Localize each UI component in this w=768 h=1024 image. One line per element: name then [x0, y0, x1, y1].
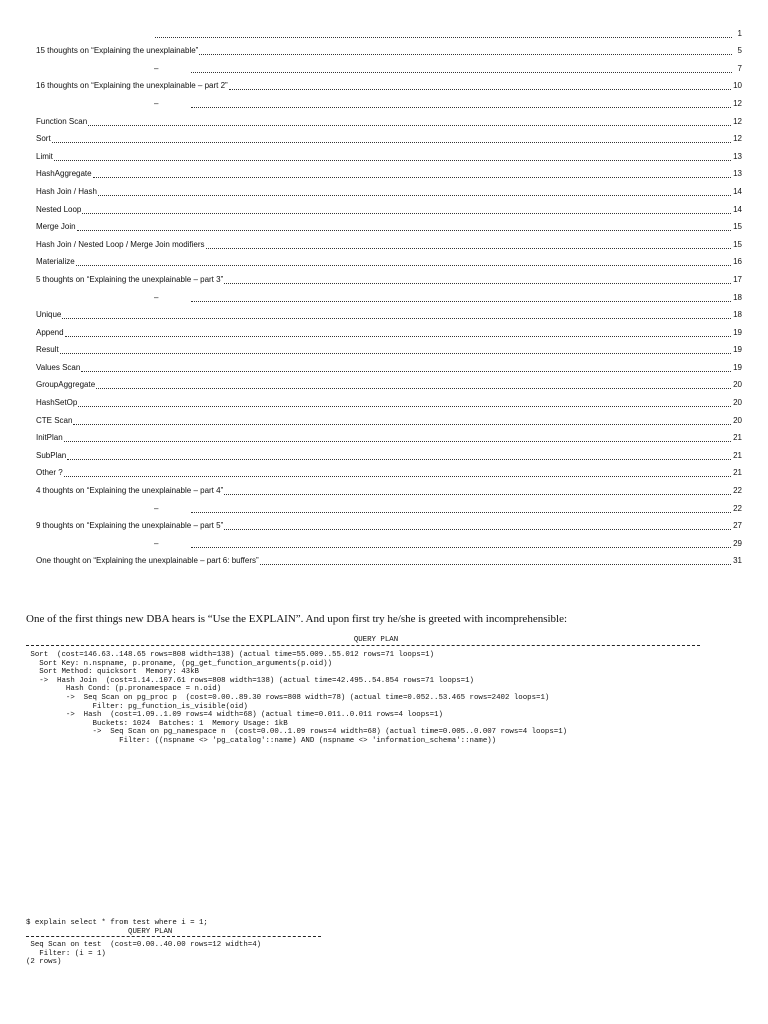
toc-page-number: 22: [733, 503, 742, 513]
toc-entry-label: SubPlan: [36, 450, 67, 460]
toc-entry[interactable]: [36, 390, 742, 408]
toc-page-number: 1: [737, 28, 742, 38]
toc-entry[interactable]: [36, 461, 742, 479]
toc-page-number: 22: [733, 486, 742, 496]
toc-leader-dots: [155, 37, 732, 38]
toc-page-number: 13: [733, 169, 742, 179]
toc-entry-label: Merge Join: [36, 222, 76, 232]
toc-entry[interactable]: [36, 320, 742, 338]
toc-leader-dots: [65, 336, 732, 337]
toc-leader-dots: [224, 494, 731, 495]
toc-page-number: 5: [737, 46, 742, 56]
toc-entry[interactable]: [36, 56, 742, 74]
toc-entry[interactable]: [36, 443, 742, 461]
toc-entry-label: Materialize: [36, 257, 75, 267]
toc-entry[interactable]: [36, 250, 742, 268]
toc-page-number: 19: [733, 327, 742, 337]
toc-leader-dots: [52, 142, 731, 143]
toc-entry[interactable]: [36, 549, 742, 567]
toc-entry[interactable]: [36, 496, 742, 514]
toc-entry-label: 15 thoughts on “Explaining the unexplainable”: [36, 46, 199, 56]
toc-page-number: 21: [733, 433, 742, 443]
toc-entry[interactable]: [36, 531, 742, 549]
toc-page-number: 14: [733, 186, 742, 196]
toc-entry[interactable]: [36, 74, 742, 92]
toc-entry-label: Values Scan: [36, 362, 81, 372]
toc-entry-label: HashAggregate: [36, 169, 92, 179]
toc-entry[interactable]: [36, 109, 742, 127]
toc-leader-dots: [93, 177, 732, 178]
toc-leader-dots: [60, 353, 731, 354]
query-plan-output: Seq Scan on test (cost=0.00..40.00 rows=12 width=4) Filter: (i = 1) (2 rows): [26, 941, 262, 967]
toc-entry-label: CTE Scan: [36, 415, 73, 425]
toc-page-number: 27: [733, 521, 742, 531]
toc-entry[interactable]: [36, 478, 742, 496]
toc-entry[interactable]: [36, 144, 742, 162]
toc-entry[interactable]: [36, 215, 742, 233]
toc-page-number: 19: [733, 362, 742, 372]
toc-entry[interactable]: [36, 408, 742, 426]
query-plan-separator: [26, 936, 321, 940]
toc-entry-dash: –: [154, 538, 159, 548]
toc-page-number: 31: [733, 556, 742, 566]
toc-page-number: 15: [733, 222, 742, 232]
toc-page-number: 14: [733, 204, 742, 214]
table-of-contents: [36, 21, 742, 566]
toc-entry[interactable]: [36, 426, 742, 444]
toc-entry[interactable]: [36, 338, 742, 356]
toc-page-number: 18: [733, 292, 742, 302]
toc-entry-label: 4 thoughts on “Explaining the unexplainable – part 4”: [36, 486, 224, 496]
toc-entry-label: Limit: [36, 151, 53, 161]
toc-leader-dots: [191, 72, 732, 73]
toc-leader-dots: [82, 213, 731, 214]
query-plan-header: QUERY PLAN: [353, 636, 399, 644]
toc-entry-label: One thought on “Explaining the unexplainable – part 6: buffers”: [36, 556, 259, 566]
toc-leader-dots: [77, 230, 732, 231]
toc-leader-dots: [64, 476, 731, 477]
toc-page-number: 18: [733, 310, 742, 320]
toc-leader-dots: [54, 160, 731, 161]
toc-entry[interactable]: [36, 267, 742, 285]
toc-entry[interactable]: [36, 179, 742, 197]
toc-leader-dots: [191, 107, 731, 108]
toc-entry-label: 9 thoughts on “Explaining the unexplainable – part 5”: [36, 521, 224, 531]
query-plan-output: Sort (cost=146.63..148.65 rows=808 width=138) (actual time=55.009..55.012 rows=71 loops=1) Sort Key: n.nspname, p.proname, (pg_get_function_arguments(p.oid)) Sort Method: quicksort Memory: 43kB -> Hash Join (cost=1.14..107.61 rows=808 width=138) (actual time=42.495..54.854 rows=71 loops=1) Hash Cond: (p.pronamespace = n.oid) -> Seq Scan on pg_proc p (cost=0.00..89.30 rows=808 width=78) (actual time=0.052..53.465 rows=2402 loops=1) Filter: pg_function_is_visible(oid) -> Hash (cost=1.09..1.09 rows=4 width=68) (actual time=0.011..0.011 rows=4 loops=1) Buckets: 1024 Batches: 1 Memory Usage: 1kB -> Seq Scan on pg_namespace n (cost=0.00..1.09 rows=4 width=68) (actual time=0.005..0.007 rows=4 loops=1) Filter: ((nspname <> 'pg_catalog'::name) AND (nspname <> 'information_schema'::name)): [30, 651, 568, 745]
toc-leader-dots: [62, 318, 731, 319]
toc-entry-label: Hash Join / Nested Loop / Merge Join modifiers: [36, 239, 205, 249]
explain-command: $ explain select * from test where i = 1;: [26, 919, 208, 927]
toc-entry[interactable]: [36, 127, 742, 145]
toc-entry-label: Other ?: [36, 468, 63, 478]
toc-leader-dots: [224, 283, 731, 284]
toc-entry-label: HashSetOp: [36, 398, 78, 408]
toc-entry-label: GroupAggregate: [36, 380, 96, 390]
toc-page-number: 12: [733, 98, 742, 108]
toc-leader-dots: [224, 529, 731, 530]
toc-entry[interactable]: [36, 162, 742, 180]
toc-entry[interactable]: [36, 21, 742, 39]
toc-page-number: 20: [733, 398, 742, 408]
toc-entry[interactable]: [36, 373, 742, 391]
toc-leader-dots: [88, 125, 731, 126]
toc-page-number: 16: [733, 257, 742, 267]
toc-entry[interactable]: [36, 303, 742, 321]
toc-entry[interactable]: [36, 39, 742, 57]
toc-entry-label: 5 thoughts on “Explaining the unexplainable – part 3”: [36, 274, 224, 284]
toc-page-number: 19: [733, 345, 742, 355]
toc-leader-dots: [199, 54, 732, 55]
toc-entry-label: Sort: [36, 134, 51, 144]
toc-leader-dots: [73, 424, 731, 425]
toc-entry[interactable]: [36, 285, 742, 303]
toc-entry[interactable]: [36, 197, 742, 215]
toc-page-number: 7: [737, 63, 742, 73]
toc-entry-label: Function Scan: [36, 116, 88, 126]
toc-entry[interactable]: [36, 91, 742, 109]
toc-entry[interactable]: [36, 232, 742, 250]
toc-page-number: 15: [733, 239, 742, 249]
toc-leader-dots: [229, 89, 731, 90]
query-plan-example-2: [26, 919, 321, 967]
toc-leader-dots: [64, 441, 731, 442]
toc-leader-dots: [96, 388, 731, 389]
toc-entry-label: 16 thoughts on “Explaining the unexplainable – part 2”: [36, 81, 228, 91]
toc-leader-dots: [67, 459, 731, 460]
toc-entry[interactable]: [36, 514, 742, 532]
toc-leader-dots: [81, 371, 731, 372]
toc-entry-label: InitPlan: [36, 433, 63, 443]
toc-entry-dash: –: [154, 292, 159, 302]
query-plan-separator: [26, 645, 700, 650]
toc-leader-dots: [260, 564, 731, 565]
toc-entry[interactable]: [36, 355, 742, 373]
toc-entry-label: Unique: [36, 310, 62, 320]
query-plan-header: QUERY PLAN: [26, 927, 173, 936]
toc-entry-dash: –: [154, 503, 159, 513]
toc-entry-dash: –: [154, 98, 159, 108]
toc-page-number: 20: [733, 415, 742, 425]
toc-leader-dots: [76, 265, 731, 266]
toc-page-number: 10: [733, 81, 742, 91]
toc-page-number: 21: [733, 468, 742, 478]
toc-leader-dots: [78, 406, 731, 407]
toc-entry-label: Nested Loop: [36, 204, 82, 214]
toc-leader-dots: [191, 547, 731, 548]
toc-entry-label: Append: [36, 327, 64, 337]
toc-leader-dots: [206, 248, 732, 249]
toc-entry-dash: –: [154, 63, 159, 73]
toc-page-number: 13: [733, 151, 742, 161]
toc-leader-dots: [98, 195, 731, 196]
toc-entry-label: Hash Join / Hash: [36, 186, 97, 196]
toc-page-number: 17: [733, 274, 742, 284]
toc-page-number: 21: [733, 450, 742, 460]
toc-page-number: 12: [733, 134, 742, 144]
toc-page-number: 20: [733, 380, 742, 390]
toc-leader-dots: [191, 512, 731, 513]
toc-page-number: 29: [733, 538, 742, 548]
toc-leader-dots: [191, 301, 731, 302]
intro-paragraph: One of the first things new DBA hears is “Use the EXPLAIN”. And upon first try he/she is greeted with incomprehensible:: [26, 613, 568, 625]
toc-entry-label: Result: [36, 345, 59, 355]
toc-page-number: 12: [733, 116, 742, 126]
